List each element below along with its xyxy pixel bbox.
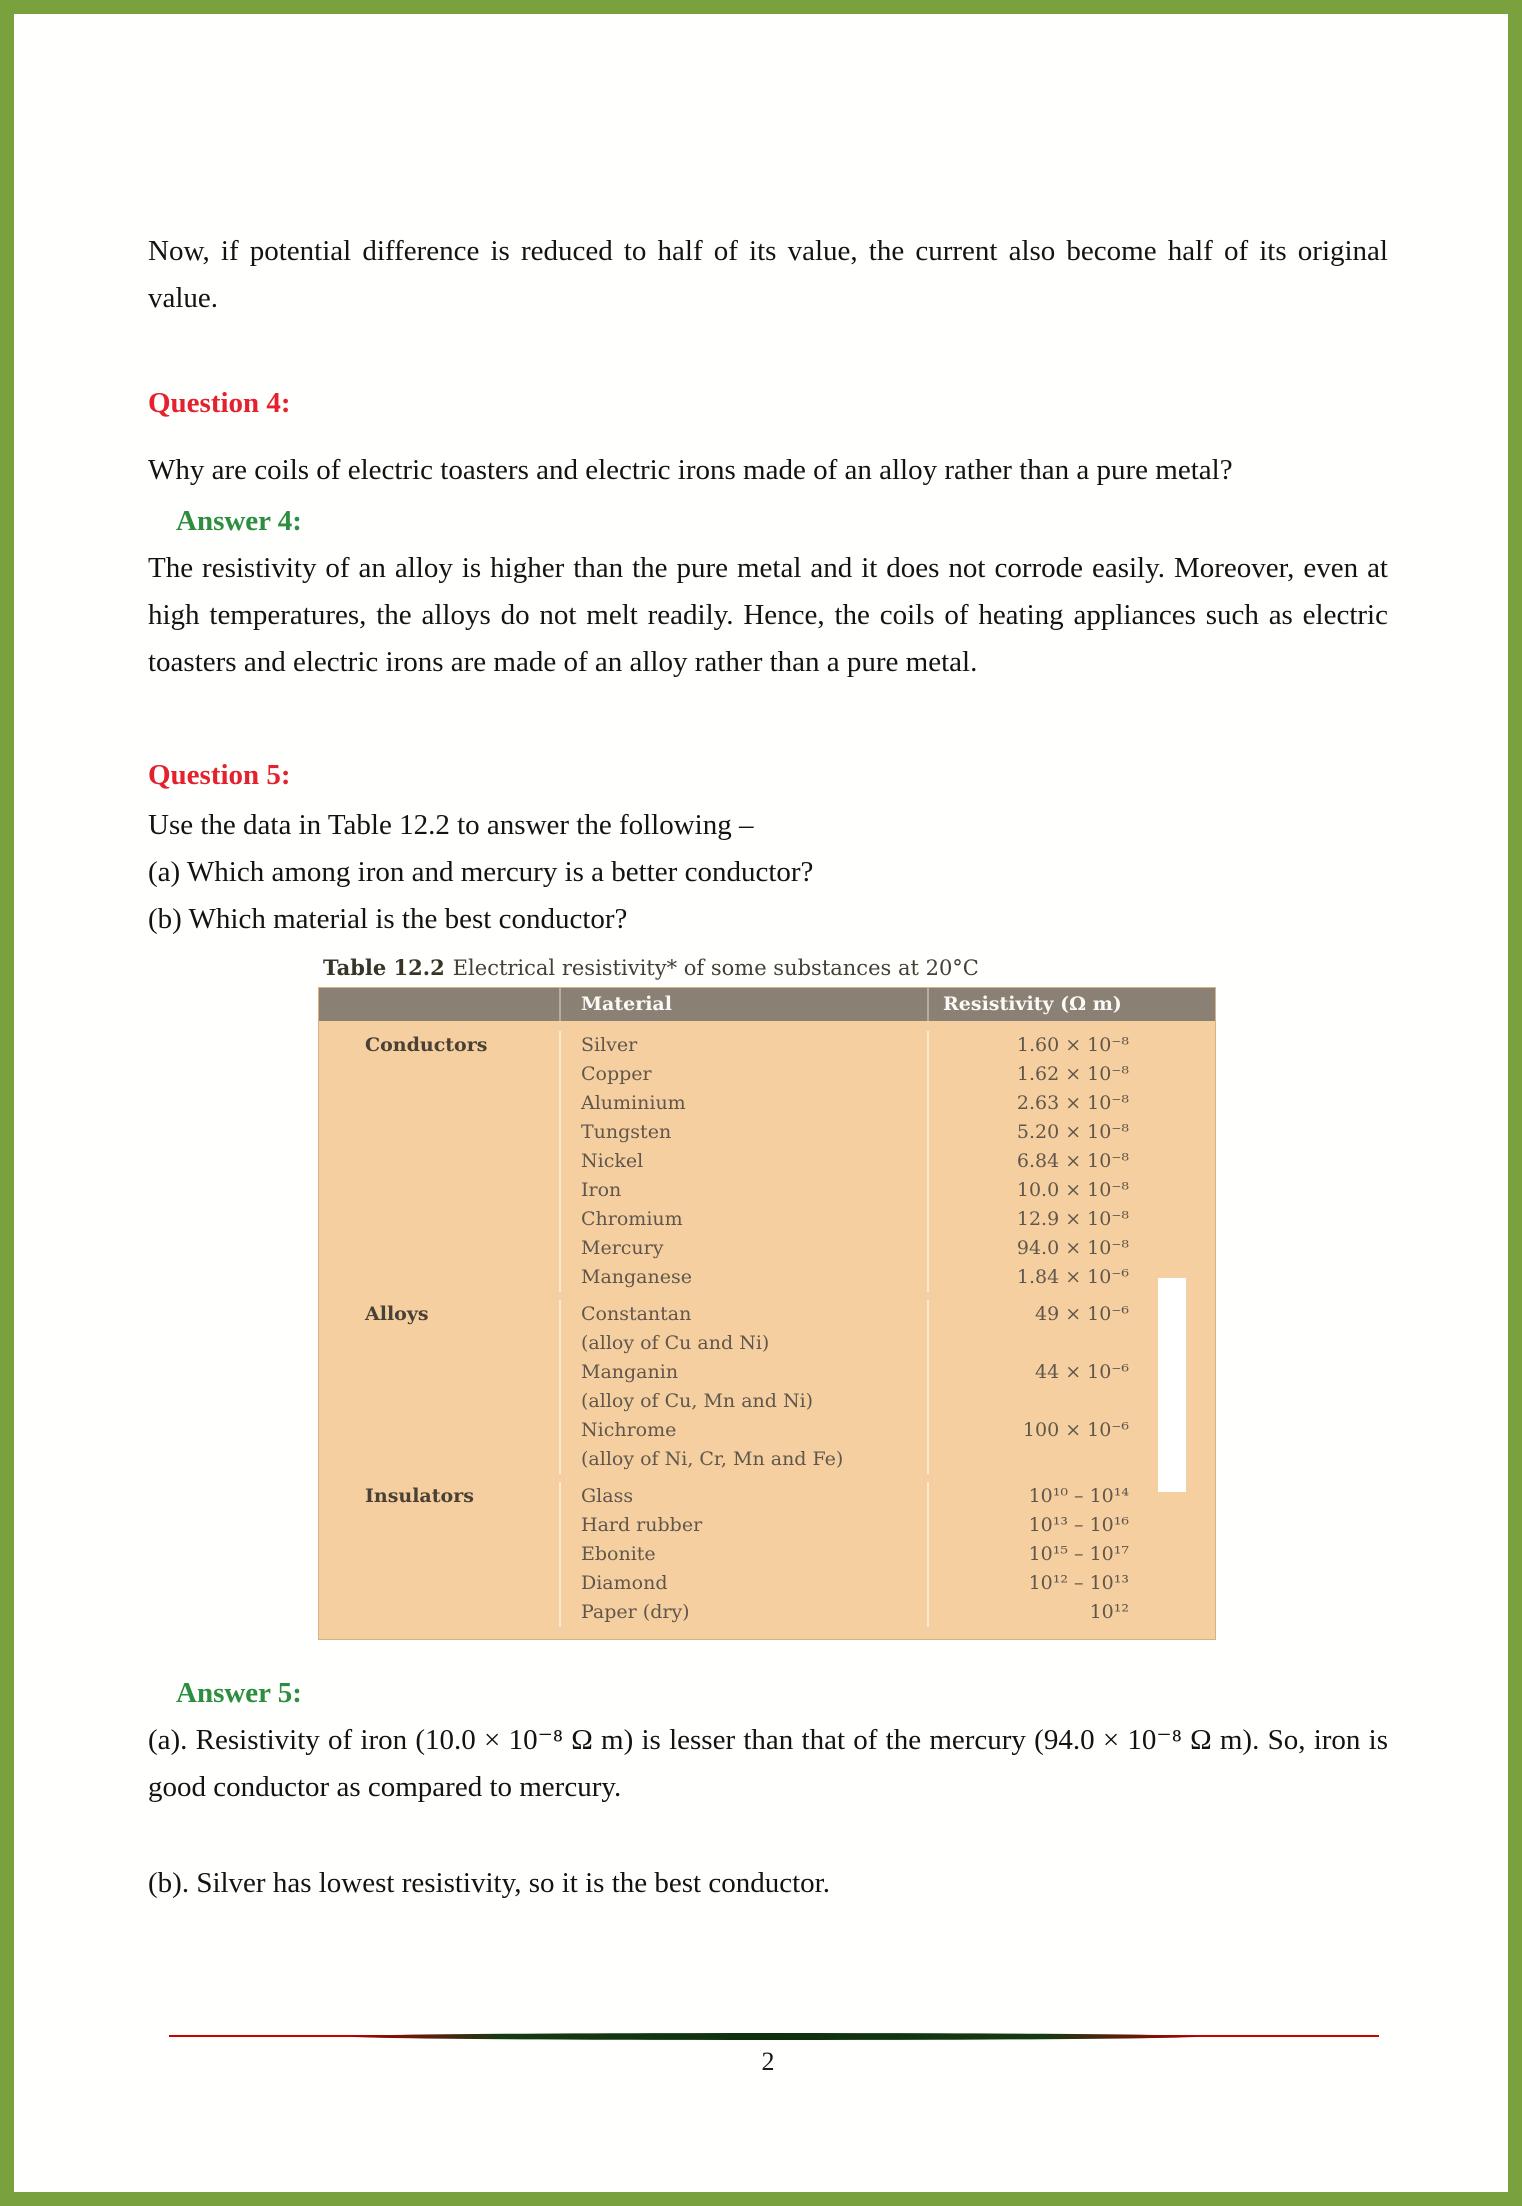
answer-5-heading: Answer 5:: [176, 1677, 302, 1709]
table-row: [319, 1358, 1215, 1387]
category-cell: [319, 1445, 559, 1474]
value-cell: 10¹⁰ – 10¹⁴: [927, 1482, 1217, 1511]
value-cell: 1.84 × 10⁻⁶: [927, 1263, 1217, 1292]
material-cell: Tungsten: [559, 1118, 927, 1147]
material-cell: Diamond: [559, 1569, 927, 1598]
table-row: [319, 1118, 1215, 1147]
table-caption-label: Table 12.2: [323, 955, 445, 980]
question-4-heading: Question 4:: [148, 387, 291, 419]
table-group: [319, 1031, 1215, 1292]
value-cell: 6.84 × 10⁻⁸: [927, 1147, 1217, 1176]
table-row: [319, 1205, 1215, 1234]
material-cell: Manganese: [559, 1263, 927, 1292]
value-cell: 49 × 10⁻⁶: [927, 1300, 1217, 1329]
table-row: [319, 1031, 1215, 1060]
material-cell: Nickel: [559, 1147, 927, 1176]
table-row: [319, 1598, 1215, 1627]
table-row: [319, 1482, 1215, 1511]
table-row: [319, 1089, 1215, 1118]
material-cell: Mercury: [559, 1234, 927, 1263]
category-cell: [319, 1147, 559, 1176]
category-cell: [319, 1176, 559, 1205]
highlight-artifact: [1158, 1278, 1186, 1492]
table-header-category: [319, 988, 559, 1021]
category-cell: [319, 1598, 559, 1627]
table-row: [319, 1416, 1215, 1445]
category-cell: Insulators: [365, 1485, 474, 1507]
content-area: [14, 14, 1508, 2079]
category-cell: [319, 1540, 559, 1569]
material-cell: Nichrome: [559, 1416, 927, 1445]
intro-paragraph: Now, if potential difference is reduced to half of its value, the current also become half of its original value.: [148, 235, 1388, 314]
value-cell: 1.62 × 10⁻⁸: [927, 1060, 1217, 1089]
table-group: [319, 1482, 1215, 1627]
value-cell: 2.63 × 10⁻⁸: [927, 1089, 1217, 1118]
category-cell: [319, 1569, 559, 1598]
table-header-row: [319, 988, 1215, 1021]
question-5-intro: Use the data in Table 12.2 to answer the following –: [148, 809, 754, 841]
value-cell: 10¹²: [927, 1598, 1217, 1627]
divider-ribbon: [169, 2031, 1379, 2041]
category-cell: [319, 1329, 559, 1358]
value-cell: 100 × 10⁻⁶: [927, 1416, 1217, 1445]
category-cell: [319, 1511, 559, 1540]
category-cell: [319, 1358, 559, 1387]
answer-5-text-b: (b). Silver has lowest resistivity, so it is the best conductor.: [148, 1867, 830, 1899]
table-row: [319, 1176, 1215, 1205]
value-cell: 12.9 × 10⁻⁸: [927, 1205, 1217, 1234]
category-cell: [319, 1234, 559, 1263]
material-cell: Hard rubber: [559, 1511, 927, 1540]
material-cell: (alloy of Ni, Cr, Mn and Fe): [559, 1445, 927, 1474]
category-cell: [319, 1387, 559, 1416]
value-cell: 10¹⁵ – 10¹⁷: [927, 1540, 1217, 1569]
value-cell: 10¹² – 10¹³: [927, 1569, 1217, 1598]
table-group: [319, 1300, 1215, 1474]
table-row: [319, 1540, 1215, 1569]
material-cell: Copper: [559, 1060, 927, 1089]
question-5-heading: Question 5:: [148, 759, 291, 791]
material-cell: (alloy of Cu and Ni): [559, 1329, 927, 1358]
table-header-material: Material: [559, 988, 927, 1021]
category-cell: [319, 1118, 559, 1147]
material-cell: Silver: [559, 1031, 927, 1060]
material-cell: Aluminium: [559, 1089, 927, 1118]
table-row: [319, 1445, 1215, 1474]
value-cell: 44 × 10⁻⁶: [927, 1358, 1217, 1387]
value-cell: 94.0 × 10⁻⁸: [927, 1234, 1217, 1263]
material-cell: (alloy of Cu, Mn and Ni): [559, 1387, 927, 1416]
material-cell: Chromium: [559, 1205, 927, 1234]
category-cell: [319, 1060, 559, 1089]
category-cell: [319, 1416, 559, 1445]
table-caption: [323, 953, 1388, 983]
value-cell: 10.0 × 10⁻⁸: [927, 1176, 1217, 1205]
category-cell: Conductors: [365, 1034, 488, 1056]
table-row: [319, 1300, 1215, 1329]
table-row: [319, 1147, 1215, 1176]
value-cell: 10¹³ – 10¹⁶: [927, 1511, 1217, 1540]
question-4-text: Why are coils of electric toasters and electric irons made of an alloy rather than a pure metal?: [148, 454, 1233, 486]
table-row: [319, 1060, 1215, 1089]
resistivity-table: [318, 987, 1216, 1640]
table-row: [319, 1329, 1215, 1358]
material-cell: Paper (dry): [559, 1598, 927, 1627]
material-cell: Iron: [559, 1176, 927, 1205]
material-cell: Manganin: [559, 1358, 927, 1387]
question-5-part-b: (b) Which material is the best conductor?: [148, 903, 628, 935]
question-5-block: [148, 802, 1388, 943]
table-row: [319, 1263, 1215, 1292]
table-body: [319, 1021, 1215, 1639]
table-header-resistivity: Resistivity (Ω m): [927, 988, 1217, 1021]
material-cell: Glass: [559, 1482, 927, 1511]
table-row: [319, 1511, 1215, 1540]
category-cell: [319, 1089, 559, 1118]
table-row: [319, 1387, 1215, 1416]
category-cell: [319, 1263, 559, 1292]
value-cell: 5.20 × 10⁻⁸: [927, 1118, 1217, 1147]
divider-lens: [351, 2033, 1198, 2040]
page-number: 2: [761, 2047, 775, 2076]
answer-4-text: The resistivity of an alloy is higher than the pure metal and it does not corrode easily. Moreover, even at high temperatures, the alloys do not melt readily. Hence, the coils of heating appliances such as electric toasters and electric irons are made of an alloy rather than a pure metal.: [148, 552, 1388, 678]
material-cell: Ebonite: [559, 1540, 927, 1569]
value-cell: 1.60 × 10⁻⁸: [927, 1031, 1217, 1060]
answer-5-text-a: (a). Resistivity of iron (10.0 × 10⁻⁸ Ω m) is lesser than that of the mercury (94.0 × 10⁻⁸ Ω m). So, iron is good conductor as compared to mercury.: [148, 1724, 1388, 1803]
table-caption-text: Electrical resistivity* of some substances at 20°C: [452, 956, 979, 980]
answer-4-heading: Answer 4:: [176, 505, 302, 537]
category-cell: [319, 1205, 559, 1234]
table-row: [319, 1569, 1215, 1598]
table-row: [319, 1234, 1215, 1263]
material-cell: Constantan: [559, 1300, 927, 1329]
question-5-part-a: (a) Which among iron and mercury is a better conductor?: [148, 856, 814, 888]
category-cell: Alloys: [365, 1303, 429, 1325]
